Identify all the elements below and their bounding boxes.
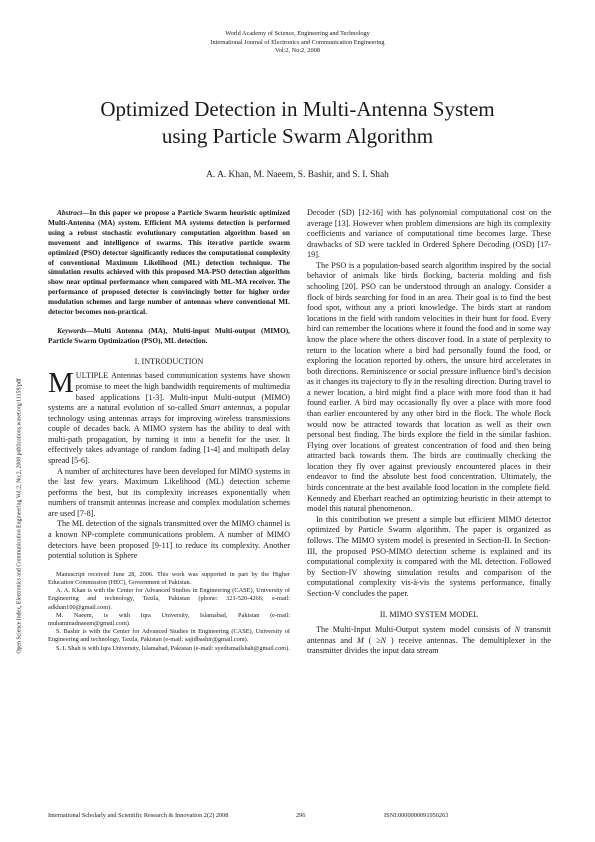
text-run: transmit antennas and (307, 624, 551, 645)
title-line-2: using Particle Swarm Algorithm (161, 124, 434, 148)
section-title-first: I (141, 356, 145, 366)
intro-paragraph-3: The ML detection of the signals transmitted over the MIMO channel is a known NP-complete communications problem. A number of MIMO detectors have been proposed [9-11] to reduce its complexity. Another potential solution is Sphere (48, 519, 290, 561)
math-symbol: N (380, 635, 387, 645)
footer-isni: ISNI:0000000091950263 (384, 812, 449, 819)
intro-p1-b: a popular technology using antennas arrays for improving wireless transmissions couple of decades back. A MIMO system has the ability to deal with multi-path propagation, by turning it into a benefit for the user. It effectively takes advantage of random fading [1-4] and multipath delay spread [5-6]. (48, 403, 291, 465)
text-run: ) receive antennas. The demultiplexer in the transmitter divides the input data stream (307, 635, 551, 656)
left-column (48, 208, 290, 653)
abstract-label: Abstract (57, 208, 83, 217)
section-title-first-2: M (446, 610, 457, 620)
side-watermark-text: Open Science Index, Electronics and Communication Engineering Vol:2, No:2, 2008 publications.waset.org/11159/pdf (17, 378, 24, 654)
header-line-1: World Academy of Science, Engineering and Technology (225, 30, 370, 37)
footnote: S. I. Shah is with Iqra University, Islamabad, Pakistan (e-mail: syedismailshah@gmail.com). (56, 644, 290, 652)
footnote: Manuscript received June 28, 2006. This work was supported in part by the Higher Education Commission (HEC), Government of Pakistan. (48, 570, 290, 586)
text-run: ( ≥ (363, 635, 381, 645)
intro-p1-a: ULTIPLE Antennas based communication systems have shown promise to meet the high bandwidth requirements of multimedia based applications [1-3]. Multi-input Multi-output (MIMO) systems are a natural evolution of so-called (48, 371, 290, 413)
system-model-paragraph (307, 625, 551, 657)
right-paragraph-1: Decoder (SD) [12-16] with has polynomial computational cost on the average [13]. However when problem dimensions are high its complexity coefficients and variance of computational time becomes large. These drawbacks of SD were tackled in Ordered Sphere Decoding (OSD) [17-19]. (307, 208, 551, 260)
section-title-rest: NTRODUCTION (144, 356, 204, 366)
intro-paragraph-2: A number of architectures have been developed for MIMO systems in the last few years. Maximum Likelihood (ML) detection scheme performs the best, but its complexity increases exponentially when numbers of transmit antennas increase and complex modulation schemes are used [7-8]. (48, 466, 290, 518)
keywords-text: —Multi Antenna (MA), Multi-input Multi-output (MIMO), Particle Swarm Optimization (PSO), ML detection. (48, 325, 290, 345)
text-run: The Multi-Input Multi-Output system model consists of (316, 624, 515, 634)
footnote: S. Bashir is with the Center for Advanced Studies in Engineering (CASE), University of Engineering and technology, Taxila, Pakistan (e-mail: sajidbashir@gmail.com). (48, 628, 290, 644)
section-heading-system-model (307, 610, 551, 621)
footnotes (48, 571, 290, 653)
section-numeral: II. (379, 610, 388, 620)
footer-publisher: International Scholarly and Scientific Research & Innovation 2(2) 2008 (48, 812, 229, 819)
right-paragraph-2: The PSO is a population-based search algorithm inspired by the social behavior of animals like birds flocking, bacteria molding and fish schooling [20]. PSO can be understood through an analogy. Consider a flock of birds searching for food in an area. Their goal is to find the best food spot, without any a priori knowledge. The birds start at random locations in the field with random velocities in their hunt for food. Every bird can remember the locations where it found the food and in some way know the place where the others discover food. In a state of perplexity to return to the location where a bird had personally found the food, or exploring the location reported by others, the unsure bird accelerates in both directions. Reminiscence or social pressure influence bird’s decision as it changes its trajectory to fly in the resulting direction. During travel to a newer location, a bird might find a place with more food than it had found earlier. A bird may occasionally fly over a place with more food than earlier encountered by any other bird in the flock. The whole flock would now be attracted towards that location as well as their own personal best finding. The birds explore the field in the similar fashion. Flying over locations of greatest concentration of food and then being attracted back towards them. The birds are continually checking the location they fly over against previously encountered places in their endeavor to find the absolute best food concentration. Ultimately, the birds concentrate at the best available food location in the complete field. Kennedy and Eberhart reached an optimizing heuristic in their attempt to model this natural phenomenon. (307, 260, 551, 514)
section-numeral: I. (134, 356, 140, 366)
right-column (307, 208, 551, 657)
keywords-label: Keywords (57, 325, 87, 335)
keywords (48, 326, 290, 346)
title-line-1: Optimized Detection in Multi-Antenna System (100, 97, 495, 121)
footnote: A. A. Khan is with the Center for Advanced Studies in Engineering (CASE), University of Engineering and technology, Taxila, Pakistan (phone: 321-520-4266; e-mail: adkhan100@gmail.com). (48, 587, 290, 611)
footnote: M. Naeem, is with Iqra University, Islamabad, Pakistan (e-mail: muhammadnaeem@gmail.com). (48, 611, 290, 627)
page-number: 296 (296, 812, 306, 819)
abstract (48, 208, 290, 317)
section-title-rest: YSTEM (419, 610, 447, 620)
header-line-3: Vol:2, No:2, 2008 (274, 47, 320, 55)
intro-p1-italic: Smart antennas, (200, 403, 255, 413)
side-watermark (16, 226, 24, 806)
intro-paragraph-1 (48, 367, 291, 466)
section-title-rest-2: ODEL (456, 610, 479, 620)
header-line-2: International Journal of Electronics and Communication Engineering (210, 38, 385, 46)
section-heading-introduction (48, 357, 290, 368)
paper-title (40, 96, 555, 150)
abstract-text: —In this paper we propose a Particle Swarm heuristic optimized Multi-Antenna (MA) system. Efficient MA systems detection is performed using a robust stochastic evolutionary computation algorithm based on movement and intelligence of swarms. This iterative particle swarm optimized (PSO) detector significantly reduces the computational complexity of conventional Maximum Likelihood (ML) detection technique. The simulation results achieved with this proposed MA-PSO detection algorithm show near optimal performance when compared with ML-MA receiver. The performance of proposed detector is convincingly better for higher order modulation schemes and large number of antennas where conventional ML detector becomes non-practical. (48, 208, 290, 317)
drop-cap: M (48, 367, 74, 400)
section-title-first: MIMO S (389, 610, 420, 620)
right-paragraph-3: In this contribution we present a simple but efficient MIMO detector optimized by Particle Swarm algorithm. The paper is organized as follows. The MIMO system model is presented in Section-II. In Section-III, the proposed PSO-MIMO detection scheme is explained and its computational complexity is compared with the ML detection. Followed by Section-IV showing simulation results and comparison of the computational complexity vis-à-vis the systems performance, finally Section-V concludes the paper. (307, 514, 551, 598)
math-symbol: N (514, 624, 521, 634)
journal-header (0, 30, 595, 56)
math-symbol: M (357, 635, 364, 645)
author-list: A. A. Khan, M. Naeem, S. Bashir, and S. I. Shah (206, 170, 389, 180)
